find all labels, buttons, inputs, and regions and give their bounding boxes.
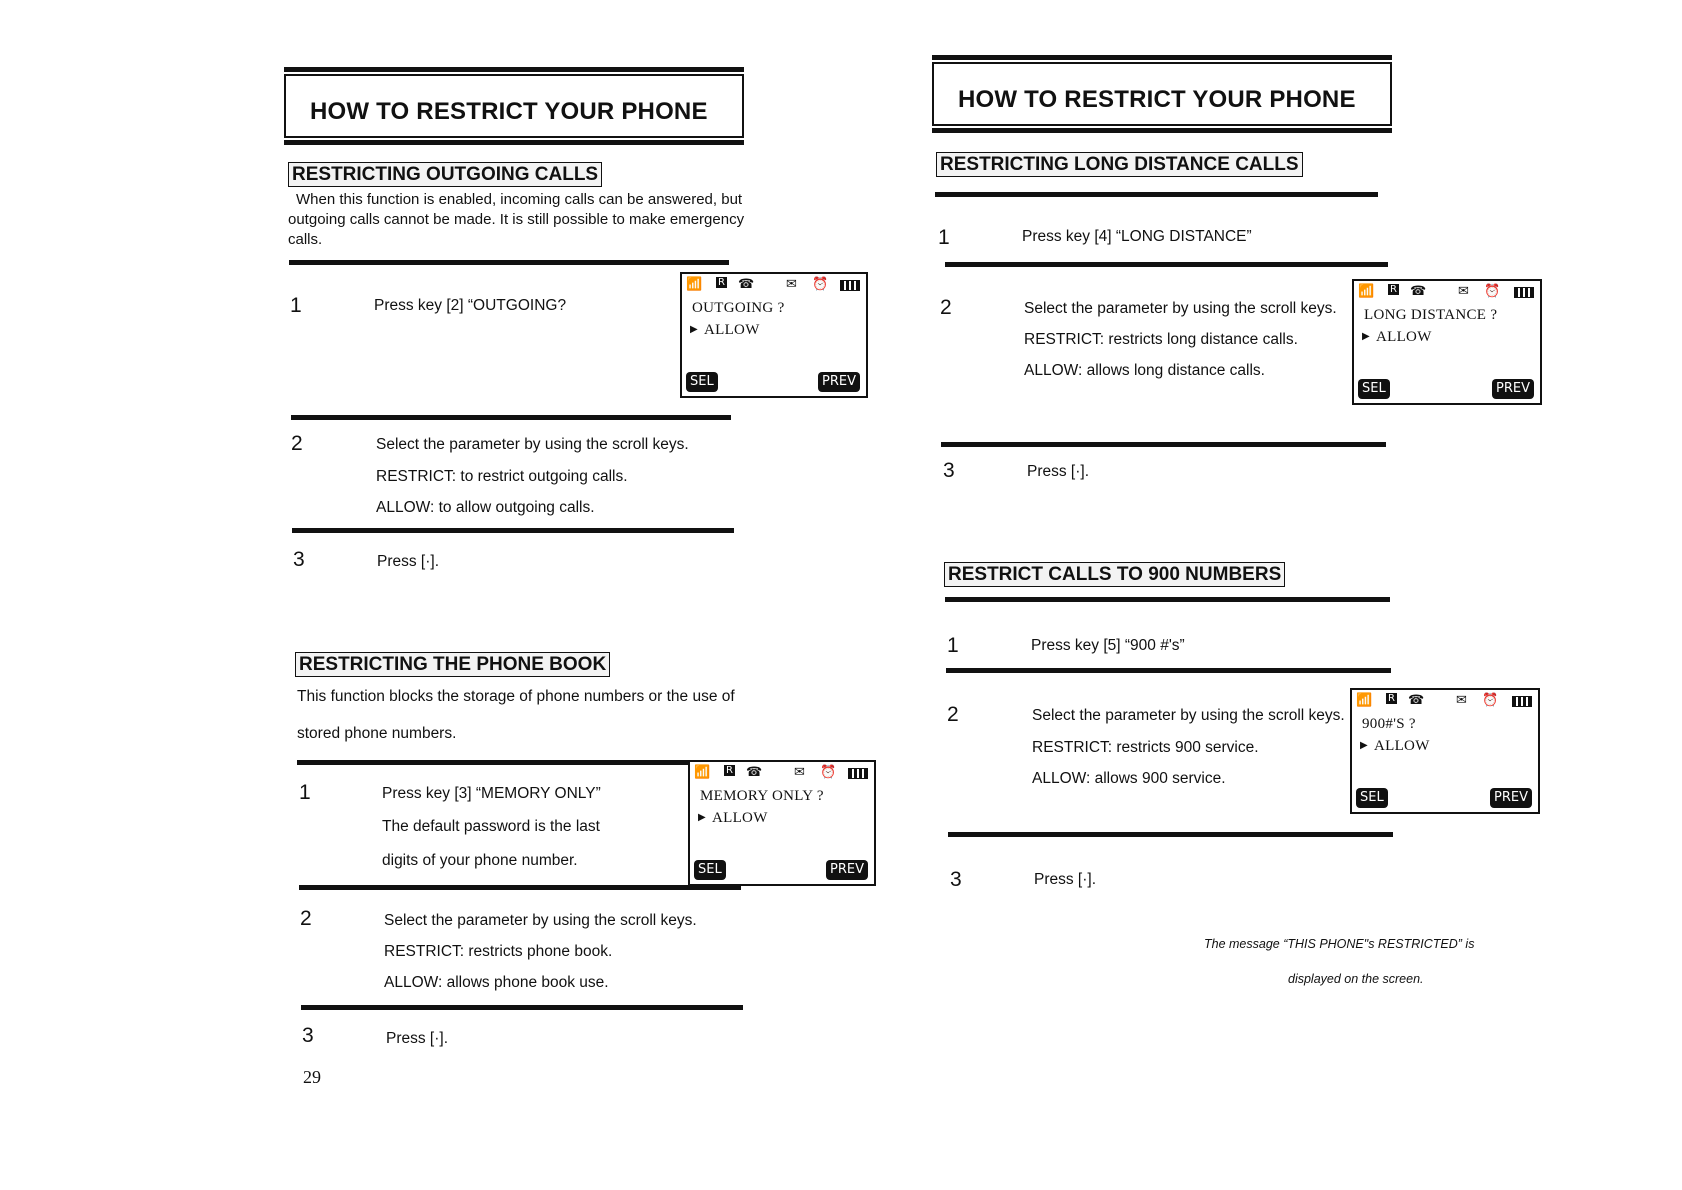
step-text: Select the parameter by using the scroll keys.	[1024, 300, 1337, 317]
alarm-icon: ⏰	[1482, 693, 1499, 708]
step-number: 2	[300, 907, 312, 930]
intro-line: When this function is enabled, incoming calls can be answered, but	[296, 191, 743, 208]
divider	[935, 192, 1378, 197]
phone-display-outgoing	[680, 272, 868, 398]
divider	[292, 528, 734, 533]
page-title: HOW TO RESTRICT YOUR PHONE	[958, 86, 1356, 113]
step-text: Press [·].	[377, 553, 440, 570]
intro-line: outgoing calls cannot be made. It is still possible to make emergency	[288, 211, 745, 228]
step-text: Press [·].	[1027, 463, 1090, 480]
step-text: RESTRICT: restricts phone book.	[384, 943, 613, 960]
display-line-1: OUTGOING ?	[692, 300, 785, 316]
battery-icon	[1514, 287, 1534, 298]
status-bar	[686, 277, 860, 295]
section-heading-phonebook: RESTRICTING THE PHONE BOOK	[295, 652, 610, 677]
restriction-note: displayed on the screen.	[1288, 972, 1424, 986]
display-line-1: MEMORY ONLY ?	[700, 788, 824, 804]
step-number: 2	[947, 703, 959, 726]
divider	[945, 597, 1390, 602]
envelope-icon: ✉	[1456, 693, 1467, 708]
step-text: Press key [5] “900 #'s”	[1031, 637, 1185, 654]
divider	[301, 1005, 743, 1010]
step-text: digits of your phone number.	[382, 852, 578, 869]
status-bar	[694, 765, 868, 783]
left-title-box	[284, 74, 744, 138]
step-text: Press key [2] “OUTGOING?	[374, 297, 567, 314]
step-text: The default password is the last	[382, 818, 600, 835]
divider	[299, 885, 741, 890]
roaming-icon: R	[1388, 693, 1395, 704]
divider	[289, 260, 729, 265]
battery-icon	[848, 768, 868, 779]
divider	[946, 668, 1391, 673]
prev-softkey: PREV	[818, 372, 860, 392]
phone-icon: ☎	[1408, 693, 1425, 708]
alarm-icon: ⏰	[812, 277, 829, 292]
display-option: ALLOW	[704, 322, 760, 338]
step-number: 2	[940, 296, 952, 319]
display-option: ALLOW	[1374, 738, 1430, 754]
phone-display-memory	[688, 760, 876, 886]
display-line-1: 900#'S ?	[1362, 716, 1416, 732]
roaming-icon: R	[1390, 284, 1397, 295]
phone-display-long-distance	[1352, 279, 1542, 405]
phonebook-intro-line: stored phone numbers.	[297, 725, 457, 742]
step-number: 1	[290, 294, 302, 317]
step-number: 2	[291, 432, 303, 455]
alarm-icon: ⏰	[1484, 284, 1501, 299]
page-number: 29	[303, 1067, 321, 1087]
prev-softkey: PREV	[1490, 788, 1532, 808]
phone-icon: ☎	[738, 277, 755, 292]
step-text: RESTRICT: to restrict outgoing calls.	[376, 468, 628, 485]
restriction-note: The message “THIS PHONE"s RESTRICTED” is	[1204, 937, 1475, 951]
roaming-icon: R	[718, 277, 725, 288]
step-text: ALLOW: allows 900 service.	[1032, 770, 1226, 787]
step-text: ALLOW: allows long distance calls.	[1024, 362, 1265, 379]
phonebook-intro-line: This function blocks the storage of phone numbers or the use of	[297, 688, 735, 705]
signal-icon: 📶	[1358, 284, 1375, 299]
sel-softkey: SEL	[1356, 788, 1388, 808]
envelope-icon: ✉	[1458, 284, 1469, 299]
divider	[941, 442, 1386, 447]
triangle-right-icon: ▶	[698, 812, 706, 823]
step-text: Press [·].	[386, 1030, 449, 1047]
phone-icon: ☎	[746, 765, 763, 780]
signal-icon: 📶	[686, 277, 703, 292]
intro-line: calls.	[288, 231, 323, 248]
display-line-1: LONG DISTANCE ?	[1364, 307, 1498, 323]
step-text: ALLOW: allows phone book use.	[384, 974, 609, 991]
display-line-2	[698, 810, 768, 827]
step-number: 3	[302, 1024, 314, 1047]
step-number: 3	[943, 459, 955, 482]
page-title: HOW TO RESTRICT YOUR PHONE	[310, 98, 708, 125]
alarm-icon: ⏰	[820, 765, 837, 780]
section-heading-900-numbers: RESTRICT CALLS TO 900 NUMBERS	[944, 562, 1285, 587]
triangle-right-icon: ▶	[1360, 740, 1368, 751]
display-line-2	[1360, 738, 1430, 755]
triangle-right-icon: ▶	[1362, 331, 1370, 342]
sel-softkey: SEL	[694, 860, 726, 880]
battery-icon	[840, 280, 860, 291]
signal-icon: 📶	[694, 765, 711, 780]
step-text: RESTRICT: restricts 900 service.	[1032, 739, 1259, 756]
step-number: 1	[299, 781, 311, 804]
divider	[948, 832, 1393, 837]
step-number: 3	[950, 868, 962, 891]
display-option: ALLOW	[712, 810, 768, 826]
step-text: Press key [3] “MEMORY ONLY”	[382, 785, 601, 802]
step-number: 3	[293, 548, 305, 571]
phone-display-900	[1350, 688, 1540, 814]
sel-softkey: SEL	[1358, 379, 1390, 399]
step-number: 1	[938, 226, 950, 249]
envelope-icon: ✉	[794, 765, 805, 780]
phone-icon: ☎	[1410, 284, 1427, 299]
step-text: ALLOW: to allow outgoing calls.	[376, 499, 595, 516]
status-bar	[1356, 693, 1532, 711]
signal-icon: 📶	[1356, 693, 1373, 708]
step-text: Select the parameter by using the scroll keys.	[384, 912, 697, 929]
step-text: Select the parameter by using the scroll keys.	[376, 436, 689, 453]
status-bar	[1358, 284, 1534, 302]
display-line-2	[1362, 329, 1432, 346]
step-text: RESTRICT: restricts long distance calls.	[1024, 331, 1298, 348]
outgoing-intro	[288, 190, 744, 250]
prev-softkey: PREV	[826, 860, 868, 880]
triangle-right-icon: ▶	[690, 324, 698, 335]
prev-softkey: PREV	[1492, 379, 1534, 399]
divider	[291, 415, 731, 420]
divider	[945, 262, 1388, 267]
step-text: Press [·].	[1034, 871, 1097, 888]
divider	[297, 760, 739, 765]
step-text: Select the parameter by using the scroll keys.	[1032, 707, 1345, 724]
section-heading-outgoing: RESTRICTING OUTGOING CALLS	[288, 162, 602, 187]
sel-softkey: SEL	[686, 372, 718, 392]
roaming-icon: R	[726, 765, 733, 776]
display-line-2	[690, 322, 760, 339]
right-title-box	[932, 62, 1392, 126]
section-heading-long-distance: RESTRICTING LONG DISTANCE CALLS	[936, 152, 1303, 177]
battery-icon	[1512, 696, 1532, 707]
display-option: ALLOW	[1376, 329, 1432, 345]
step-text: Press key [4] “LONG DISTANCE”	[1022, 228, 1252, 245]
step-number: 1	[947, 634, 959, 657]
envelope-icon: ✉	[786, 277, 797, 292]
